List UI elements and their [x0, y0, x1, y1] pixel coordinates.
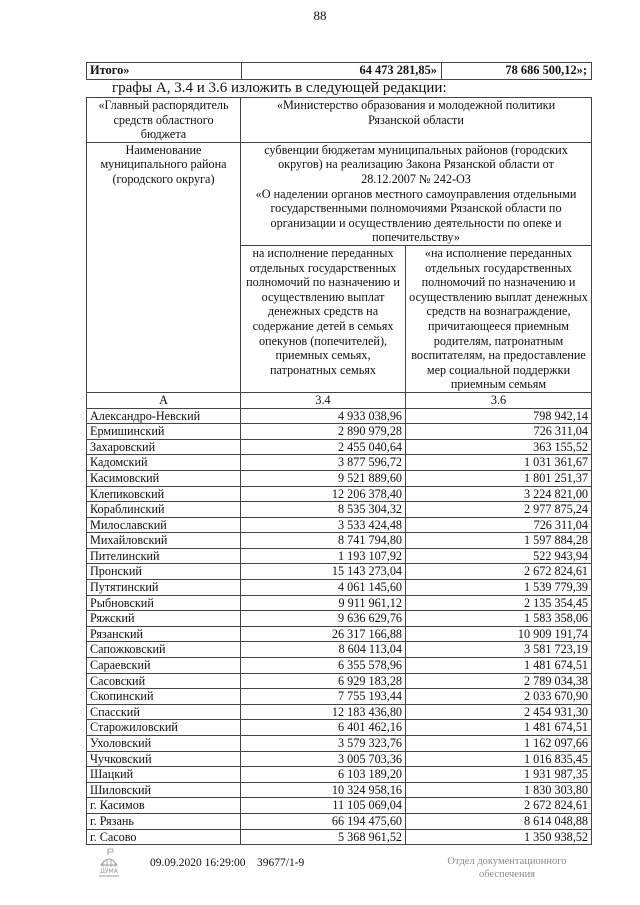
value-3-4: 11 105 069,04: [241, 798, 406, 814]
value-3-4: 7 755 193,44: [241, 689, 406, 705]
stamp-line-1: Отдел документационного: [447, 856, 567, 867]
value-3-4: 26 317 166,88: [241, 626, 406, 642]
municipality-name: Пителинский: [87, 548, 241, 564]
value-3-6: 2 135 354,45: [406, 595, 592, 611]
value-3-6: 1 597 884,28: [406, 533, 592, 549]
value-3-4: 6 355 578,96: [241, 658, 406, 674]
totals-row: [87, 63, 592, 80]
municipality-name: Шацкий: [87, 767, 241, 783]
department-stamp: [432, 855, 582, 881]
table-row: [87, 813, 592, 829]
value-3-4: 12 183 436,80: [241, 704, 406, 720]
value-3-4: 5 368 961,52: [241, 829, 406, 845]
table-row: [87, 408, 592, 424]
municipality-name: Клепиковский: [87, 486, 241, 502]
value-3-4: 6 103 189,20: [241, 767, 406, 783]
table-row: [87, 564, 592, 580]
value-3-6: 1 830 303,80: [406, 782, 592, 798]
value-3-4: 9 521 889,60: [241, 470, 406, 486]
municipality-name: Рязанский: [87, 626, 241, 642]
value-3-4: 6 401 462,16: [241, 720, 406, 736]
value-3-6: 8 614 048,88: [406, 813, 592, 829]
municipality-name: Захаровский: [87, 439, 241, 455]
value-3-4: 2 455 040,64: [241, 439, 406, 455]
value-3-6: 522 943,94: [406, 548, 592, 564]
column-code-3-4: 3.4: [241, 392, 406, 408]
municipality-name: г. Касимов: [87, 798, 241, 814]
value-3-6: 798 942,14: [406, 408, 592, 424]
value-3-4: 9 911 961,12: [241, 595, 406, 611]
municipality-name: Ухоловский: [87, 736, 241, 752]
municipality-name: г. Сасово: [87, 829, 241, 845]
table-row: [87, 782, 592, 798]
value-3-6: 1 583 358,06: [406, 611, 592, 627]
value-3-6: 1 031 361,67: [406, 455, 592, 471]
table-row: [87, 673, 592, 689]
table-row: [87, 470, 592, 486]
value-3-6: 726 311,04: [406, 517, 592, 533]
value-3-4: 3 533 424,48: [241, 517, 406, 533]
value-3-6: 10 909 191,74: [406, 626, 592, 642]
value-3-6: 1 931 987,35: [406, 767, 592, 783]
municipality-name: Кадомский: [87, 455, 241, 471]
subvention-title: субвенции бюджетам муниципальных районов (городских округов) на реализацию Закона Рязанской области от 28.12.2007 № 242-ОЗ: [264, 142, 568, 186]
column-code-a: А: [87, 392, 241, 408]
municipality-name: Кораблинский: [87, 502, 241, 518]
municipality-name: Сапожковский: [87, 642, 241, 658]
value-3-4: 8 535 304,32: [241, 502, 406, 518]
table-row: [87, 486, 592, 502]
municipality-name: Сасовский: [87, 673, 241, 689]
table-row: [87, 720, 592, 736]
value-3-6: 1 481 674,51: [406, 720, 592, 736]
table-row: [87, 580, 592, 596]
timestamp: 09.09.2020 16:29:00: [150, 857, 246, 869]
value-3-4: 6 929 183,28: [241, 673, 406, 689]
totals-value-2: 78 686 500,12»;: [442, 63, 592, 80]
table-row: [87, 658, 592, 674]
table-row: [87, 751, 592, 767]
municipality-name: Пронский: [87, 564, 241, 580]
municipality-name: Скопинский: [87, 689, 241, 705]
subvention-table: [86, 97, 592, 845]
municipality-name: Александро-Невский: [87, 408, 241, 424]
value-3-4: 8 604 113,04: [241, 642, 406, 658]
page-number: 88: [313, 8, 327, 23]
value-3-4: 15 143 273,04: [241, 564, 406, 580]
registration-number: 39677/1-9: [257, 857, 305, 869]
main-distributor-value: «Министерство образования и молодежной политики Рязанской области: [241, 98, 592, 143]
table-row: [87, 595, 592, 611]
municipality-name: Шиловский: [87, 782, 241, 798]
main-distributor-label: «Главный распорядитель средств областного бюджета: [87, 98, 241, 143]
value-3-6: 1 350 938,52: [406, 829, 592, 845]
column-code-3-6: 3.6: [406, 392, 592, 408]
value-3-4: 3 005 703,36: [241, 751, 406, 767]
value-3-6: 2 672 824,61: [406, 798, 592, 814]
table-row: [87, 642, 592, 658]
value-3-4: 10 324 958,16: [241, 782, 406, 798]
table-row: [87, 424, 592, 440]
value-3-6: 2 672 824,61: [406, 564, 592, 580]
value-3-6: 1 801 251,37: [406, 470, 592, 486]
instruction-text: графы А, 3.4 и 3.6 изложить в следующей редакции:: [112, 80, 447, 96]
column-3-6-description: «на исполнение переданных отдельных государственных полномочий по назначению и осуществлению выплат денежных средств на вознаграждение, причитающееся приемным родителям, патронатным воспитателям, на предоставление мер социальной поддержки приемным семьям: [406, 245, 592, 392]
value-3-6: 1 481 674,51: [406, 658, 592, 674]
value-3-4: 66 194 475,60: [241, 813, 406, 829]
value-3-4: 12 206 378,40: [241, 486, 406, 502]
table-row: [87, 533, 592, 549]
table-row: [87, 689, 592, 705]
table-row: [87, 767, 592, 783]
totals-value-1: 64 473 281,85»: [242, 63, 442, 80]
value-3-4: 4 061 145,60: [241, 580, 406, 596]
stamp-line-2: обеспечения: [478, 869, 536, 880]
value-3-4: 3 877 596,72: [241, 455, 406, 471]
municipality-name: Чучковский: [87, 751, 241, 767]
value-3-4: 2 890 979,28: [241, 424, 406, 440]
table-row: [87, 829, 592, 845]
table-row: [87, 517, 592, 533]
value-3-6: 363 155,52: [406, 439, 592, 455]
subvention-description: [241, 142, 592, 245]
header-row-distributor: [87, 98, 592, 143]
municipality-name: Милославский: [87, 517, 241, 533]
municipality-name: Спасский: [87, 704, 241, 720]
value-3-4: 3 579 323,76: [241, 736, 406, 752]
municipality-name: Старожиловский: [87, 720, 241, 736]
column-3-4-description: на исполнение переданных отдельных государственных полномочий по назначению и осуществлению выплат денежных средств на содержание детей в семьях опекунов (попечителей), приемных семьях, патронатных семьях: [241, 245, 406, 392]
value-3-6: 2 454 931,30: [406, 704, 592, 720]
value-3-6: 2 789 034,38: [406, 673, 592, 689]
value-3-4: 9 636 629,76: [241, 611, 406, 627]
value-3-4: 1 193 107,92: [241, 548, 406, 564]
table-row: [87, 611, 592, 627]
value-3-6: 1 539 779,39: [406, 580, 592, 596]
table-row: [87, 502, 592, 518]
value-3-6: 1 162 097,66: [406, 736, 592, 752]
municipality-name: Путятинский: [87, 580, 241, 596]
value-3-6: 3 224 821,00: [406, 486, 592, 502]
value-3-6: 1 016 835,45: [406, 751, 592, 767]
table-row: [87, 704, 592, 720]
totals-label: Итого»: [87, 63, 242, 80]
totals-table: [86, 62, 592, 80]
municipality-name: г. Рязань: [87, 813, 241, 829]
value-3-6: 3 581 723,19: [406, 642, 592, 658]
subvention-law: «О наделении органов местного самоуправления отдельными государственными полномочиями Рязанской области по организации и осуществлению деятельности по опеке и попечительству»: [255, 186, 577, 245]
table-row: [87, 548, 592, 564]
table-row: [87, 626, 592, 642]
table-row: [87, 736, 592, 752]
table-row: [87, 455, 592, 471]
table-row: [87, 439, 592, 455]
value-3-4: 8 741 794,80: [241, 533, 406, 549]
value-3-4: 4 933 038,96: [241, 408, 406, 424]
municipality-name: Рыбновский: [87, 595, 241, 611]
municipality-name: Ермишинский: [87, 424, 241, 440]
table-row: [87, 798, 592, 814]
header-row-codes: [87, 392, 592, 408]
municipality-name: Касимовский: [87, 470, 241, 486]
municipality-label: Наименование муниципального района (городского округа): [87, 142, 241, 392]
municipality-name: Михайловский: [87, 533, 241, 549]
municipality-name: Ряжский: [87, 611, 241, 627]
municipality-name: Сараевский: [87, 658, 241, 674]
value-3-6: 2 033 670,90: [406, 689, 592, 705]
svg-text:ДУМА: ДУМА: [100, 868, 118, 875]
value-3-6: 726 311,04: [406, 424, 592, 440]
header-row-subvention: [87, 142, 592, 245]
duma-building-logo-icon: [98, 848, 120, 878]
value-3-6: 2 977 875,24: [406, 502, 592, 518]
